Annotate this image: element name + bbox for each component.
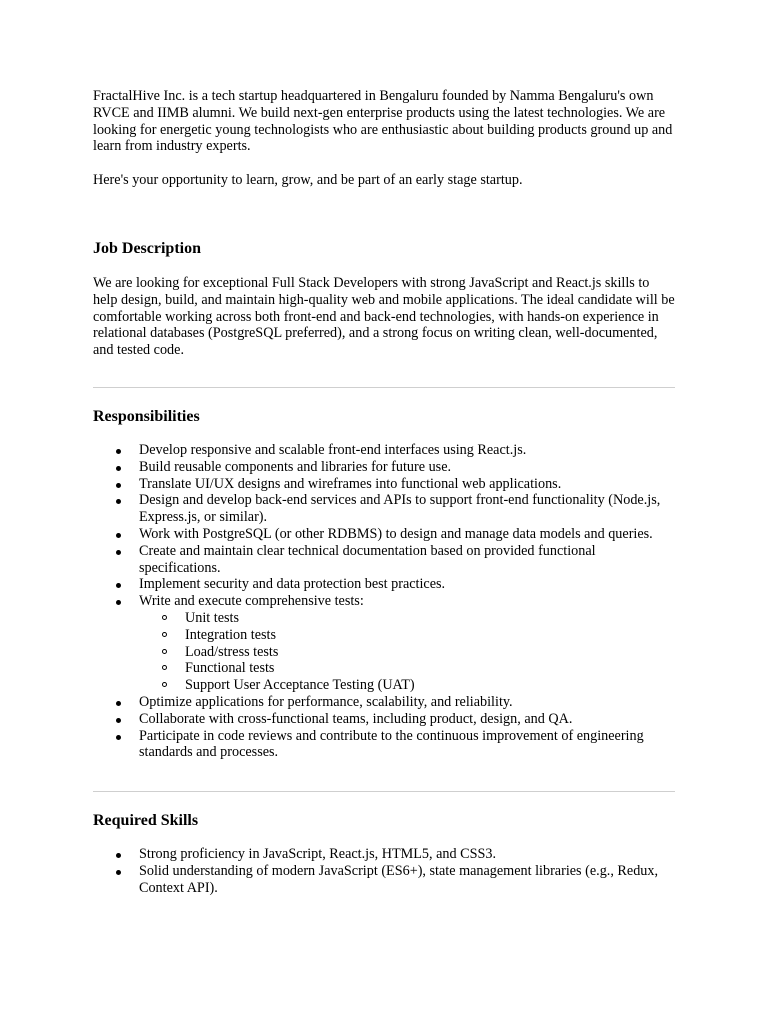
list-item-text: Create and maintain clear technical documentation based on provided functional specifications. <box>139 542 596 576</box>
list-item-text: Strong proficiency in JavaScript, React.js, HTML5, and CSS3. <box>139 846 497 863</box>
sublist-item <box>139 677 675 694</box>
list-item-text: Solid understanding of modern JavaScript (ES6+), state management libraries (e.g., Redux, Context API). <box>139 862 659 896</box>
responsibilities-heading: Responsibilities <box>93 407 200 425</box>
responsibilities-list <box>93 442 675 761</box>
circle-bullet-icon <box>162 665 167 670</box>
list-item-text: Implement security and data protection best practices. <box>139 576 446 593</box>
bullet-icon <box>116 735 121 740</box>
bullet-icon <box>116 499 121 504</box>
tests-sublist <box>139 610 675 694</box>
circle-bullet-icon <box>162 615 167 620</box>
company-intro-paragraph: FractalHive Inc. is a tech startup headquartered in Bengaluru founded by Namma Bengaluru's own RVCE and IIMB alumni. We build next-gen enterprise products using the latest technologies. We are looking for energetic young technologists who are enthusiastic about building products ground up and learn from industry experts. <box>93 88 673 155</box>
list-item <box>93 576 675 593</box>
bullet-icon <box>116 718 121 723</box>
bullet-icon <box>116 600 121 605</box>
list-item <box>93 492 675 526</box>
bullet-icon <box>116 483 121 488</box>
section-divider <box>93 791 675 792</box>
sublist-item-text: Unit tests <box>185 609 239 626</box>
bullet-icon <box>116 466 121 471</box>
list-item <box>93 442 675 459</box>
list-item <box>93 846 675 863</box>
circle-bullet-icon <box>162 649 167 654</box>
list-item <box>93 526 675 543</box>
sublist-item <box>139 610 675 627</box>
opportunity-paragraph: Here's your opportunity to learn, grow, and be part of an early stage startup. <box>93 172 523 189</box>
bullet-icon <box>116 870 121 875</box>
bullet-icon <box>116 583 121 588</box>
sublist-item-text: Load/stress tests <box>185 643 279 660</box>
sublist-item <box>139 627 675 644</box>
required-skills-list <box>93 846 675 896</box>
list-item <box>93 543 675 577</box>
list-item-text: Design and develop back-end services and APIs to support front-end functionality (Node.js, Express.js, or similar). <box>139 492 661 526</box>
bullet-icon <box>116 701 121 706</box>
job-description-paragraph: We are looking for exceptional Full Stack Developers with strong JavaScript and React.js skills to help design, build, and maintain high-quality web and mobile applications. The ideal candidate will be comfortable working across both front-end and back-end technologies, with hands-on experience in relational databases (PostgreSQL preferred), and a strong focus on writing clean, well-documented, and tested code. <box>93 274 675 359</box>
sublist-item <box>139 660 675 677</box>
list-item <box>93 694 675 711</box>
list-item-text: Participate in code reviews and contribute to the continuous improvement of engineering standards and processes. <box>139 727 644 761</box>
list-item <box>93 593 675 694</box>
circle-bullet-icon <box>162 632 167 637</box>
sublist-item-text: Integration tests <box>185 626 277 643</box>
bullet-icon <box>116 449 121 454</box>
bullet-icon <box>116 533 121 538</box>
list-item-text: Collaborate with cross-functional teams, including product, design, and QA. <box>139 710 573 727</box>
circle-bullet-icon <box>162 682 167 687</box>
section-divider <box>93 387 675 388</box>
list-item-text: Write and execute comprehensive tests: <box>139 593 364 610</box>
bullet-icon <box>116 853 121 858</box>
sublist-item-text: Functional tests <box>185 660 275 677</box>
sublist-item-text: Support User Acceptance Testing (UAT) <box>185 677 415 694</box>
list-item-text: Work with PostgreSQL (or other RDBMS) to design and manage data models and queries. <box>139 525 653 542</box>
list-item-text: Optimize applications for performance, scalability, and reliability. <box>139 693 513 710</box>
job-posting-document <box>93 88 675 897</box>
required-skills-heading: Required Skills <box>93 812 199 830</box>
list-item <box>93 711 675 728</box>
list-item <box>93 459 675 476</box>
sublist-item <box>139 644 675 661</box>
list-item-text: Translate UI/UX designs and wireframes into functional web applications. <box>139 475 562 492</box>
list-item <box>93 476 675 493</box>
bullet-icon <box>116 550 121 555</box>
list-item-text: Build reusable components and libraries for future use. <box>139 458 452 475</box>
job-description-heading: Job Description <box>93 239 201 257</box>
list-item <box>93 728 675 762</box>
list-item-text: Develop responsive and scalable front-end interfaces using React.js. <box>139 441 527 458</box>
list-item <box>93 863 675 897</box>
